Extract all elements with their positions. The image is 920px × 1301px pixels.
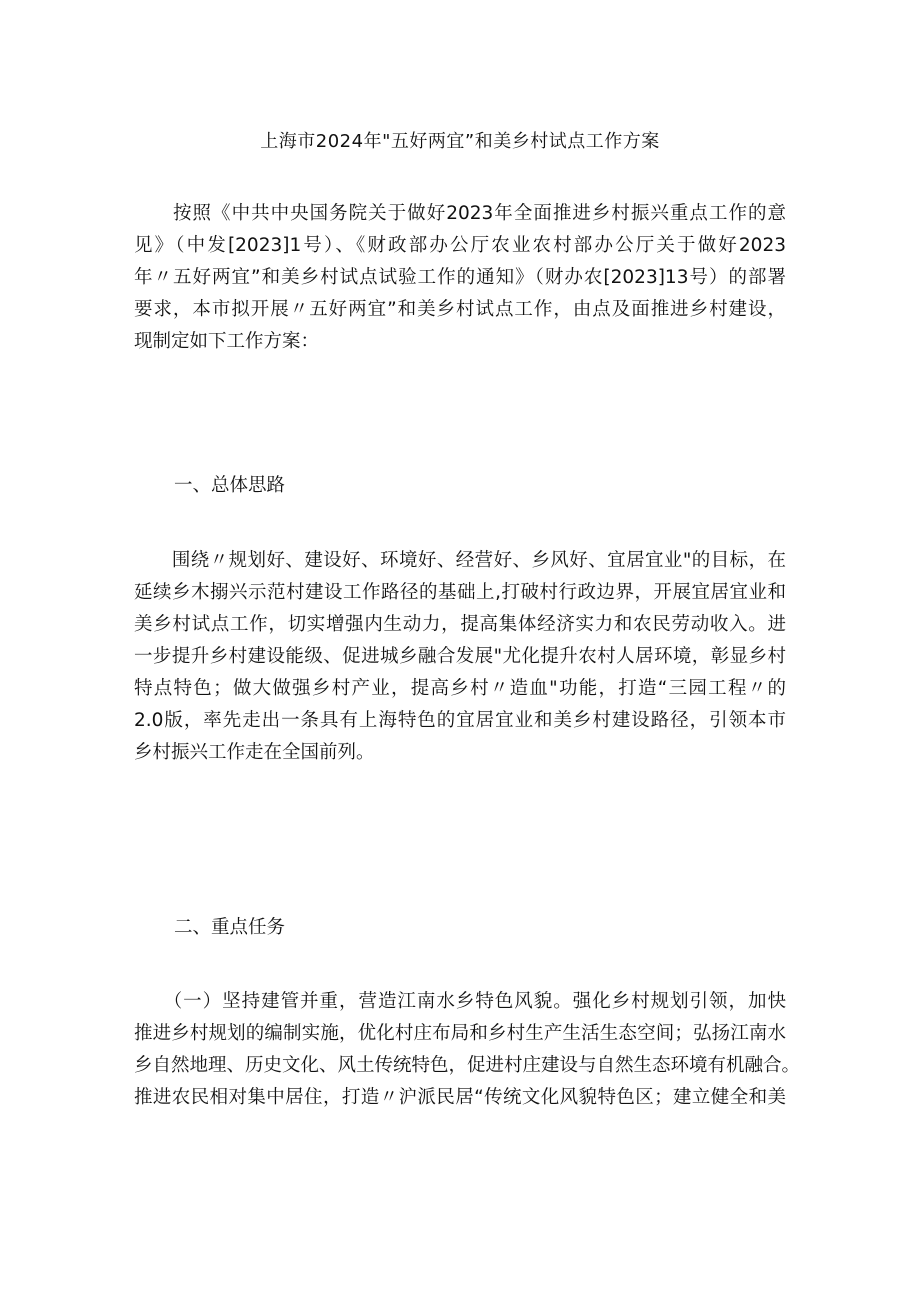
paragraph-key-task-1 — [134, 986, 801, 1114]
paragraph-line: 要求，本市拟开展〃五好两宜”和美乡村试点工作，由点及面推进乡村建设， — [134, 299, 786, 320]
paragraph-line: 乡自然地理、历史文化、风土传统特色，促进村庄建设与自然生态环境有机融合。 — [134, 1055, 801, 1076]
paragraph-line: 一步提升乡村建设能级、促进城乡融合发展"尤化提升农村人居环境，彰显乡村 — [134, 646, 786, 667]
paragraph-line: 见》（中发[2023]1号）、《财政部办公厅农业农村部办公厅关于做好2023 — [134, 235, 786, 256]
section-heading-key-tasks: 二、重点任务 — [174, 917, 286, 938]
paragraph-line: 特点特色；做大做强乡村产业，提高乡村〃造血"功能，打造“三园工程〃的 — [134, 678, 786, 699]
paragraph-intro — [134, 198, 786, 358]
paragraph-line: 2.0版，率先走出一条具有上海特色的宜居宜业和美乡村建设路径，引领本市 — [134, 710, 786, 731]
paragraph-overall-approach — [134, 545, 786, 769]
paragraph-line: 美乡村试点工作，切实增强内生动力，提高集体经济实力和农民劳动收入。进 — [134, 614, 786, 635]
section-heading-overall-approach: 一、总体思路 — [174, 475, 286, 496]
paragraph-line: 延续乡木搦兴示范村建设工作路径的基础上,打破村行政边界，开展宜居宜业和 — [134, 582, 786, 603]
paragraph-line: 年〃五好两宜”和美乡村试点试验工作的通知》（财办农[2023]13号）的部署 — [134, 267, 786, 288]
paragraph-line: 推进农民相对集中居住，打造〃沪派民居“传统文化风貌特色区；建立健全和美 — [134, 1087, 786, 1108]
paragraph-line: （一）坚持建管并重，营造江南水乡特色风貌。强化乡村规划引领，加快 — [134, 991, 786, 1012]
paragraph-line: 乡村振兴工作走在全国前列。 — [134, 742, 375, 763]
paragraph-line: 围绕〃规划好、建设好、环境好、经营好、乡风好、宜居宜业"的目标，在 — [134, 550, 786, 571]
paragraph-line: 按照《中共中央国务院关于做好2023年全面推进乡村振兴重点工作的意 — [134, 203, 786, 224]
document-title: 上海市2024年"五好两宜”和美乡村试点工作方案 — [260, 131, 660, 152]
paragraph-line: 现制定如下工作方案： — [134, 331, 320, 352]
paragraph-line: 推进乡村规划的编制实施，优化村庄布局和乡村生产生活生态空间；弘扬江南水 — [134, 1023, 786, 1044]
